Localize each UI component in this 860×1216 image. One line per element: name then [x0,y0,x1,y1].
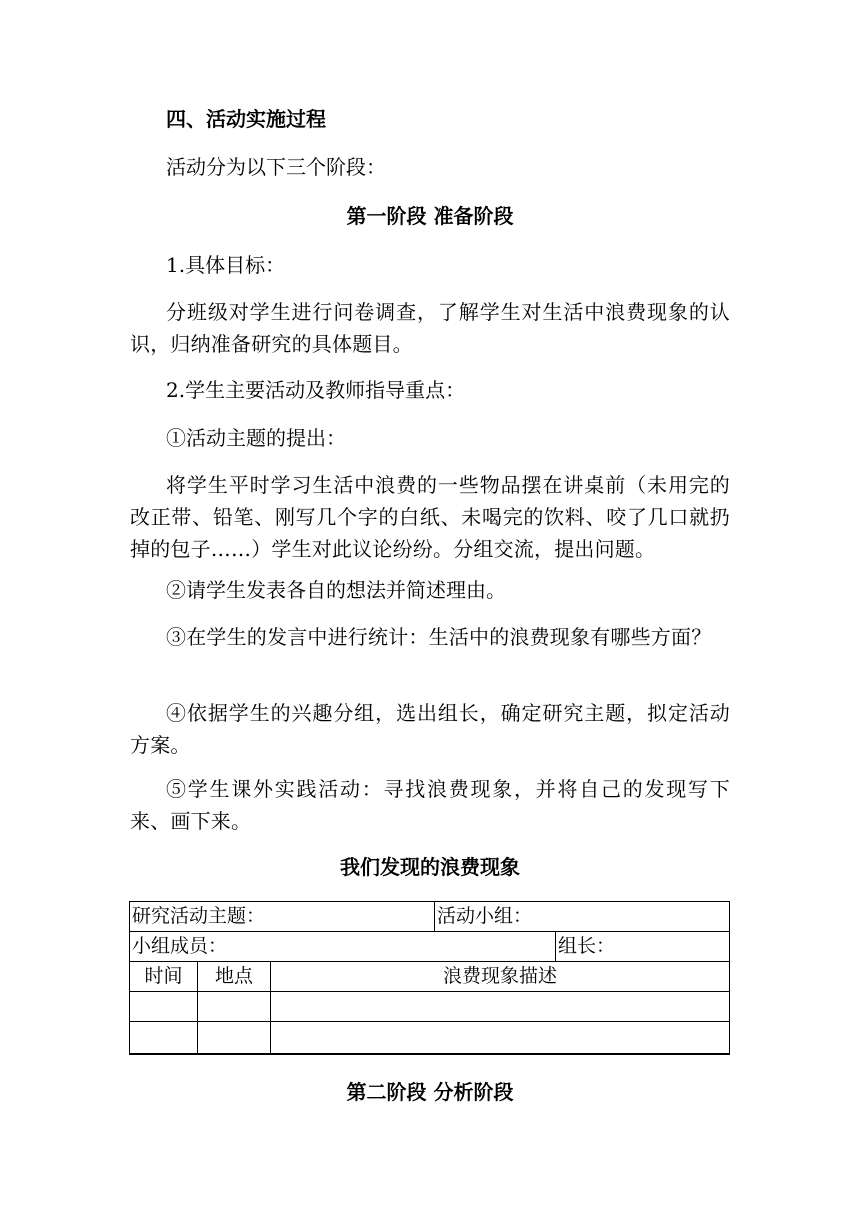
step1-paragraph: 将学生平时学习生活中浪费的一些物品摆在讲桌前（未用完的改正带、铅笔、刚写几个字的白纸、未喝完的饮料、咬了几口就扔掉的包子……）学生对此议论纷纷。分组交流，提出问题。 [130,473,730,561]
table-row-2-desc [270,1021,730,1055]
stage2-title: 第二阶段 分析阶段 [346,1080,514,1104]
step5-paragraph: ⑤学生课外实践活动：寻找浪费现象，并将自己的发现写下来、画下来。 [130,777,730,833]
group-label: 活动小组： [437,905,533,927]
group-cell [434,901,730,932]
stage1-title: 第一阶段 准备阶段 [346,204,514,228]
table-row-1-place [197,991,271,1022]
activity-heading: 2.学生主要活动及教师指导重点： [166,378,466,402]
header-place: 地点 [197,961,271,992]
step2-text: ②请学生发表各自的想法并简述理由。 [166,578,506,602]
table-title: 我们发现的浪费现象 [340,855,520,879]
header-description: 浪费现象描述 [270,961,730,992]
topic-cell [129,901,435,932]
goal-paragraph: 分班级对学生进行问卷调查，了解学生对生活中浪费现象的认识，归纳准备研究的具体题目。 [130,300,730,356]
leader-label: 组长： [558,935,616,957]
section-heading: 四、活动实施过程 [166,107,326,131]
members-cell [129,931,556,962]
table-row-2-time [129,1021,198,1055]
intro-text: 活动分为以下三个阶段： [166,155,386,179]
table-row-1-time [129,991,198,1022]
members-label: 小组成员： [132,935,228,957]
step3-paragraph: ③在学生的发言中进行统计：生活中的浪费现象有哪些方面？ [166,625,712,649]
step4-paragraph: ④依据学生的兴趣分组，选出组长，确定研究主题，拟定活动方案。 [130,701,730,757]
waste-record-table [129,901,730,1055]
header-time: 时间 [129,961,198,992]
step1-heading: ①活动主题的提出： [166,426,346,450]
table-row-2-place [197,1021,271,1055]
goal-heading: 1.具体目标： [166,253,286,277]
topic-label: 研究活动主题： [132,905,266,927]
table-row-1-desc [270,991,730,1022]
leader-cell [555,931,730,962]
